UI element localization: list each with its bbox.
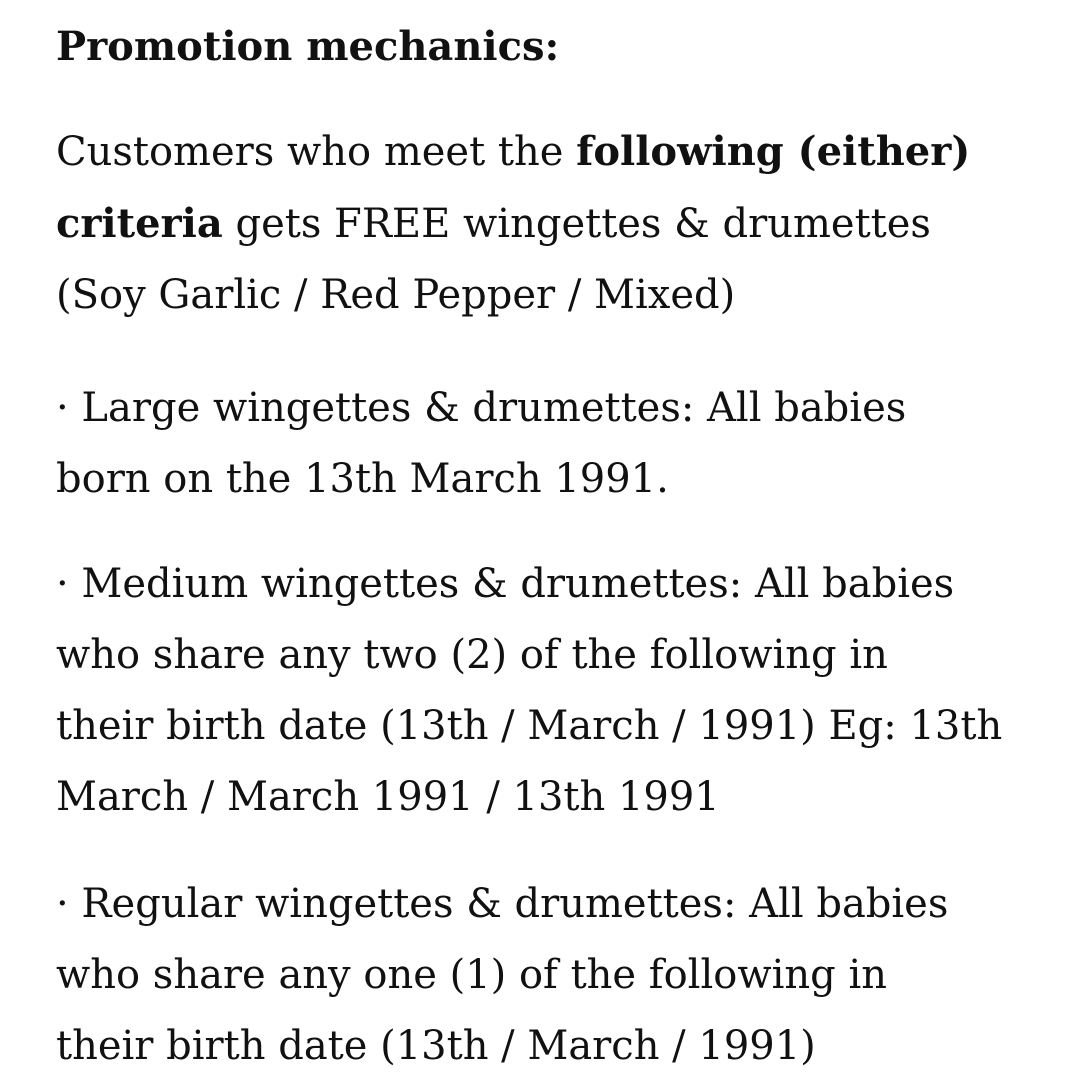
criterion-medium [56, 549, 1036, 833]
intro-paragraph [56, 116, 1036, 331]
intro-bold-text: following (either) [576, 128, 971, 175]
criterion-line: · Large wingettes & drumettes: All babies [56, 385, 907, 431]
criterion-line: born on the 13th March 1991. [56, 456, 669, 502]
criterion-line: March / March 1991 / 13th 1991 [56, 774, 720, 820]
intro-text: Customers who meet the [56, 129, 577, 175]
intro-line-2 [56, 188, 1036, 260]
intro-text: gets FREE wingettes & drumettes [222, 201, 931, 247]
intro-line-3: (Soy Garlic / Red Pepper / Mixed) [56, 272, 736, 318]
criterion-regular [56, 869, 1036, 1082]
intro-bold-text: criteria [56, 200, 223, 247]
criterion-line: their birth date (13th / March / 1991) Eg: 13th [56, 703, 1003, 749]
intro-line-1 [56, 116, 1036, 188]
criterion-line: who share any one (1) of the following in [56, 952, 888, 998]
criterion-line: · Regular wingettes & drumettes: All babies [56, 881, 949, 927]
criterion-line: · Medium wingettes & drumettes: All babies [56, 561, 955, 607]
criterion-line: their birth date (13th / March / 1991) [56, 1023, 816, 1069]
criterion-large [56, 373, 1036, 515]
criterion-line: who share any two (2) of the following in [56, 632, 888, 678]
promotion-mechanics-heading: Promotion mechanics: [56, 23, 560, 70]
